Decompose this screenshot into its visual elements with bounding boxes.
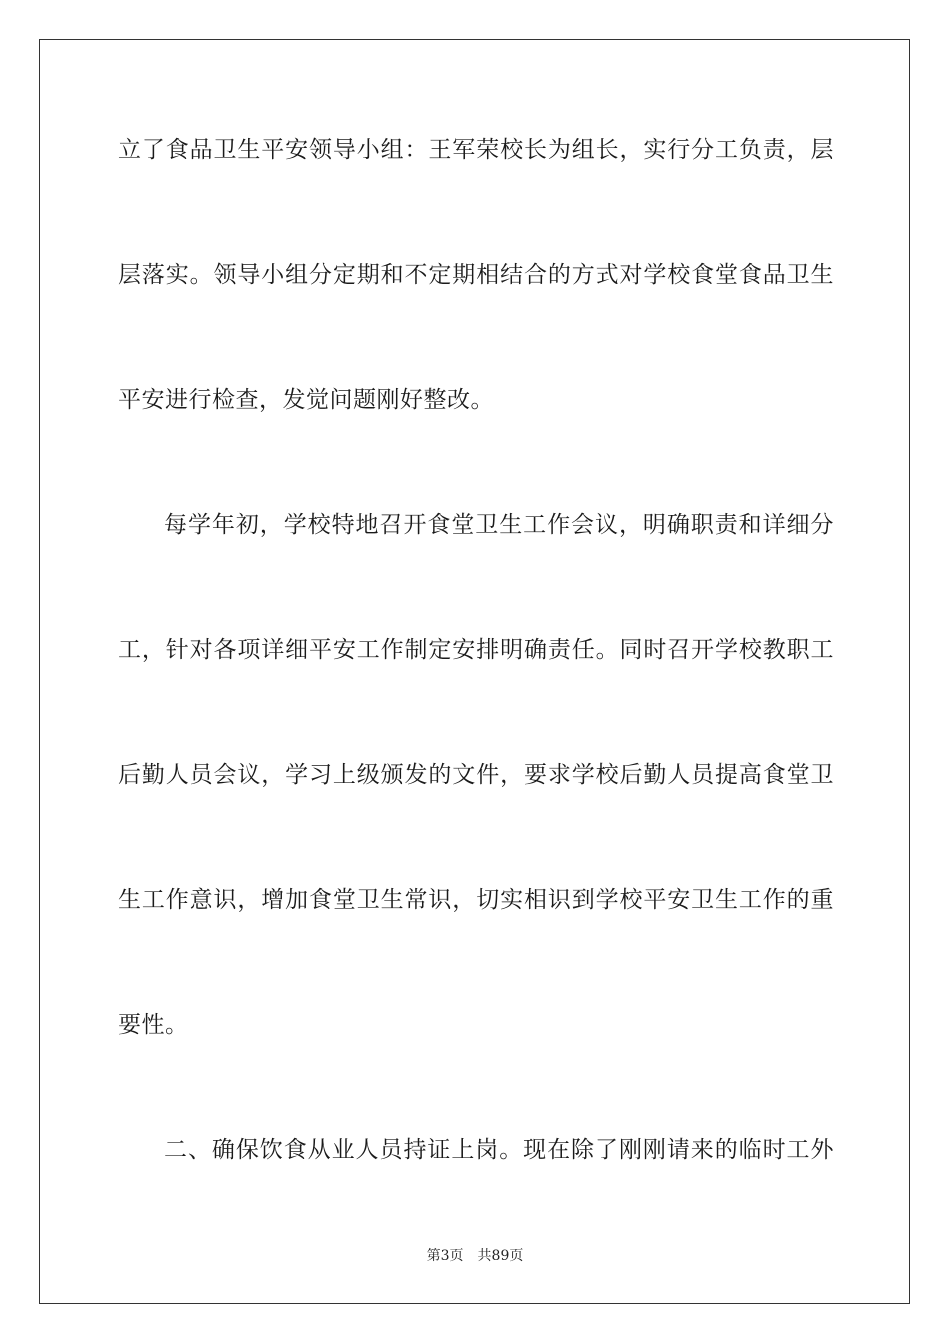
page-number: 第3页 <box>426 1248 464 1264</box>
text-line: 后勤人员会议，学习上级颁发的文件，要求学校后勤人员提高食堂卫 <box>118 762 834 788</box>
page-border <box>39 39 910 1304</box>
paragraph-first-line: 每学年初，学校特地召开食堂卫生工作会议，明确职责和详细分 <box>164 512 834 538</box>
page-total: 共89页 <box>477 1248 524 1264</box>
text-line: 生工作意识，增加食堂卫生常识，切实相识到学校平安卫生工作的重 <box>118 887 834 913</box>
page-footer <box>0 1247 950 1265</box>
text-line: 立了食品卫生平安领导小组：王军荣校长为组长，实行分工负责，层 <box>118 137 834 163</box>
text-line: 工，针对各项详细平安工作制定安排明确责任。同时召开学校教职工 <box>118 637 834 663</box>
text-line: 平安进行检查，发觉问题刚好整改。 <box>118 387 494 413</box>
paragraph-first-line: 二、确保饮食从业人员持证上岗。现在除了刚刚请来的临时工外 <box>164 1137 834 1163</box>
text-line: 要性。 <box>118 1012 189 1038</box>
text-line: 层落实。领导小组分定期和不定期相结合的方式对学校食堂食品卫生 <box>118 262 834 288</box>
